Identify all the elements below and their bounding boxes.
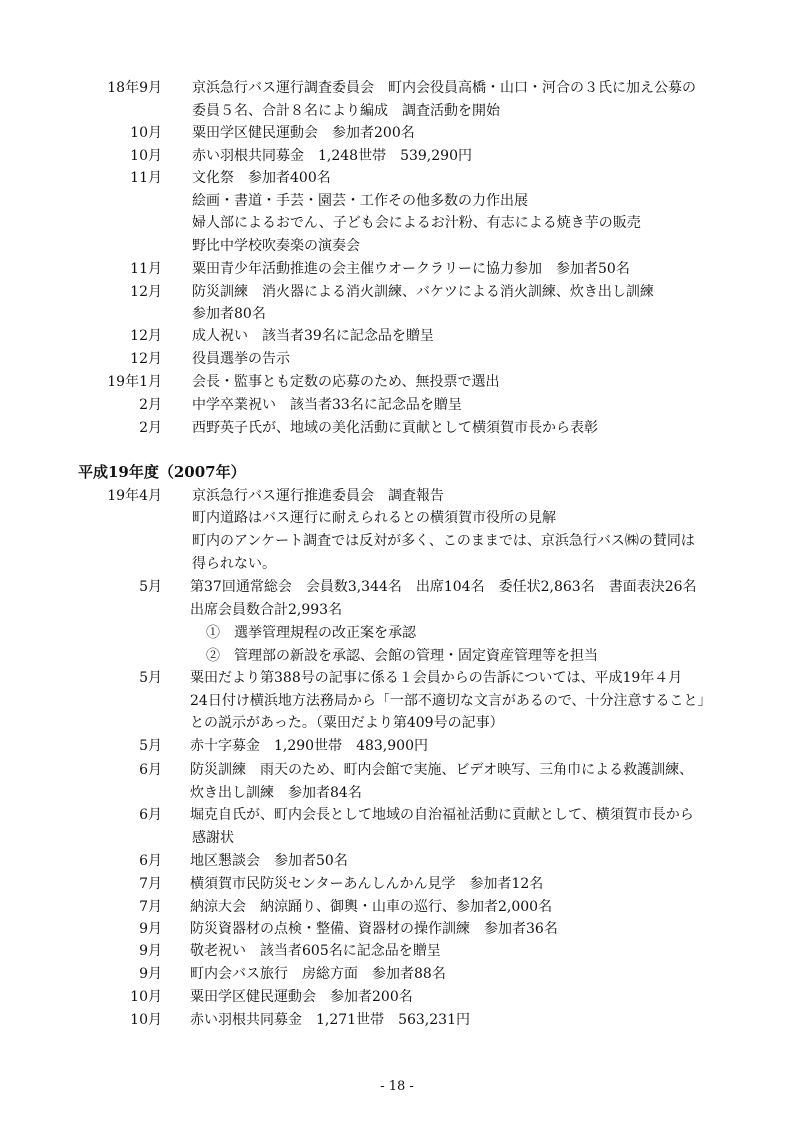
entry-row xyxy=(0,782,794,804)
entry-date: 5月 xyxy=(139,670,162,686)
entry-text: 赤十字募金 1,290世帯 483,900円 xyxy=(190,738,428,754)
entry-row xyxy=(0,77,794,99)
entry-row xyxy=(0,417,794,439)
entry-text: 絵画・書道・手芸・園芸・工作その他多数の力作出展 xyxy=(192,193,528,209)
entry-date: 11月 xyxy=(130,261,162,277)
entry-text: 京浜急行バス運行調査委員会 町内会役員高橋・山口・河合の３氏に加え公募の xyxy=(192,80,696,96)
entry-text: 会長・監事とも定数の応募のため、無投票で選出 xyxy=(192,374,500,390)
entry-date: 12月 xyxy=(130,328,162,344)
entry-text: 粟田学区健民運動会 参加者200名 xyxy=(192,125,415,141)
entry-row xyxy=(0,759,794,781)
entry-row xyxy=(0,371,794,393)
entry-row xyxy=(0,918,794,940)
entry-text: 粟田だより第388号の記事に係る１会員からの告訴については、平成19年４月 xyxy=(190,670,683,686)
entry-date: 2月 xyxy=(139,420,162,436)
entry-row xyxy=(0,235,794,257)
entry-text: ① 選挙管理規程の改正案を承認 xyxy=(206,625,416,641)
entry-row xyxy=(0,963,794,985)
section-heading: 平成19年度（2007年） xyxy=(78,463,246,481)
entry-row xyxy=(0,804,794,826)
entry-row xyxy=(0,212,794,234)
entry-row xyxy=(0,167,794,189)
entry-row xyxy=(0,735,794,757)
entry-text: 敬老祝い 該当者605名に記念品を贈呈 xyxy=(190,943,441,959)
entry-date: 9月 xyxy=(139,943,162,959)
entry-date: 7月 xyxy=(139,899,162,915)
entry-row xyxy=(0,348,794,370)
entry-text: 役員選挙の告示 xyxy=(192,351,290,367)
entry-text: 24日付け横浜地方法務局から「一部不適切な文言があるので、十分注意すること」 xyxy=(190,693,712,709)
entry-text: 横須賀市民防災センターあんしんかん見学 参加者12名 xyxy=(190,876,544,892)
entry-text: 婦人部によるおでん、子ども会によるお汁粉、有志による焼き芋の販売 xyxy=(192,215,641,231)
entry-row xyxy=(0,258,794,280)
entry-row xyxy=(0,645,794,667)
entry-row xyxy=(0,281,794,303)
entry-row xyxy=(0,100,794,122)
entry-text: との説示があった。（粟田だより第409号の記事） xyxy=(190,715,504,731)
entry-text: 文化祭 参加者400名 xyxy=(192,170,331,186)
entry-date: 2月 xyxy=(139,397,162,413)
entry-row xyxy=(0,325,794,347)
entry-text: 堀克自氏が、町内会長として地域の自治福祉活動に貢献として、横須賀市長から xyxy=(190,807,694,823)
entry-row xyxy=(0,712,794,734)
entry-date: 5月 xyxy=(139,579,162,595)
entry-row xyxy=(0,873,794,895)
page-number: - 18 - xyxy=(380,1079,414,1094)
entry-date: 19年4月 xyxy=(107,488,162,504)
entry-date: 10月 xyxy=(130,148,162,164)
entry-text: 町内道路はバス運行に耐えられるとの横須賀市役所の見解 xyxy=(192,510,556,526)
entry-text: 防災訓練 消火器による消火訓練、バケツによる消火訓練、炊き出し訓練 xyxy=(192,284,654,300)
entry-row xyxy=(0,599,794,621)
entry-date: 5月 xyxy=(139,738,162,754)
entry-text: 委員５名、合計８名により編成 調査活動を開始 xyxy=(192,103,500,119)
entry-date: 10月 xyxy=(130,125,162,141)
entry-row xyxy=(0,530,794,552)
entry-row xyxy=(0,667,794,689)
entry-date: 18年9月 xyxy=(107,80,162,96)
entry-row xyxy=(0,576,794,598)
entry-row xyxy=(0,507,794,529)
entry-text: 防災資器材の点検・整備、資器材の操作訓練 参加者36名 xyxy=(190,921,558,937)
entry-row xyxy=(0,303,794,325)
entry-row xyxy=(0,122,794,144)
entry-date: 6月 xyxy=(139,853,162,869)
entry-row xyxy=(0,190,794,212)
entry-row xyxy=(0,553,794,575)
entry-text: 京浜急行バス運行推進委員会 調査報告 xyxy=(192,488,444,504)
entry-text: 中学卒業祝い 該当者33名に記念品を贈呈 xyxy=(192,397,462,413)
entry-text: 粟田学区健民運動会 参加者200名 xyxy=(190,989,413,1005)
entry-text: 町内会バス旅行 房総方面 参加者88名 xyxy=(190,966,446,982)
entry-date: 7月 xyxy=(139,876,162,892)
entry-date: 9月 xyxy=(139,966,162,982)
entry-text: 赤い羽根共同募金 1,248世帯 539,290円 xyxy=(192,148,472,164)
entry-text: 納涼大会 納涼踊り、御輿・山車の巡行、参加者2,000名 xyxy=(190,899,553,915)
entry-row xyxy=(0,827,794,849)
entry-row xyxy=(0,850,794,872)
entry-date: 11月 xyxy=(130,170,162,186)
entry-date: 9月 xyxy=(139,921,162,937)
entry-text: 炊き出し訓練 参加者84名 xyxy=(190,785,362,801)
entry-text: 第37回通常総会 会員数3,344名 出席104名 委任状2,863名 書面表決26名 xyxy=(190,579,697,595)
entry-date: 10月 xyxy=(130,1012,162,1028)
entry-text: 防災訓練 雨天のため、町内会館で実施、ビデオ映写、三角巾による救護訓練、 xyxy=(190,762,694,778)
entry-row xyxy=(0,394,794,416)
entry-row xyxy=(0,986,794,1008)
entry-text: 赤い羽根共同募金 1,271世帯 563,231円 xyxy=(190,1012,470,1028)
entry-date: 19年1月 xyxy=(107,374,162,390)
entry-text: 粟田青少年活動推進の会主催ウオークラリーに協力参加 参加者50名 xyxy=(192,261,630,277)
entry-row xyxy=(0,690,794,712)
entry-date: 10月 xyxy=(130,989,162,1005)
entry-text: 西野英子氏が、地域の美化活動に貢献として横須賀市長から表彰 xyxy=(192,420,598,436)
entry-text: 得られない。 xyxy=(192,556,276,572)
entry-text: 成人祝い 該当者39名に記念品を贈呈 xyxy=(192,328,434,344)
entry-date: 12月 xyxy=(130,351,162,367)
entry-date: 6月 xyxy=(139,807,162,823)
entry-text: 感謝状 xyxy=(192,830,234,846)
entry-text: 出席会員数合計2,993名 xyxy=(190,602,343,618)
entry-text: ② 管理部の新設を承認、会館の管理・固定資産管理等を担当 xyxy=(206,648,598,664)
entry-row xyxy=(0,485,794,507)
entry-date: 6月 xyxy=(139,762,162,778)
entry-row xyxy=(0,896,794,918)
entry-row xyxy=(0,622,794,644)
entry-row xyxy=(0,940,794,962)
entry-row xyxy=(0,1009,794,1031)
entry-text: 参加者80名 xyxy=(192,306,266,322)
entry-text: 野比中学校吹奏楽の演奏会 xyxy=(192,238,360,254)
entry-text: 町内のアンケート調査では反対が多く、このままでは、京浜急行バス㈱の賛同は xyxy=(192,533,695,549)
entry-text: 地区懇談会 参加者50名 xyxy=(190,853,348,869)
entry-row xyxy=(0,145,794,167)
entry-date: 12月 xyxy=(130,284,162,300)
